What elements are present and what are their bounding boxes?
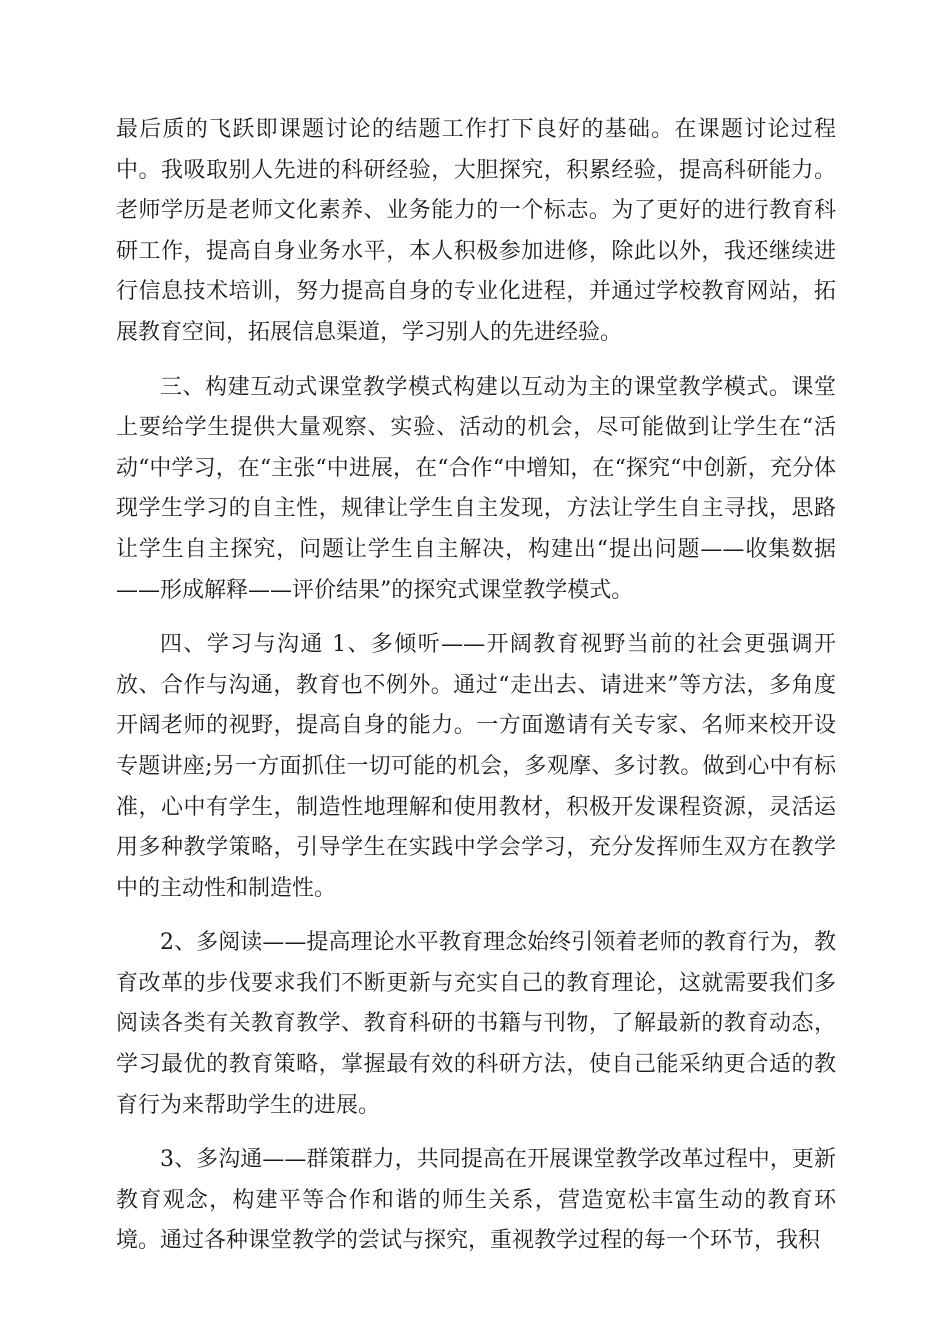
paragraph-gap <box>116 354 836 368</box>
paragraph-more-communication: 3、多沟通——群策群力，共同提高在开展课堂教学改革过程中，更新教育观念，构建平等合作和谐的师生关系，营造宽松丰富生动的教育环境。通过各种课堂教学的尝试与探究，重视教学过程的每一个环节，我积 <box>116 1147 836 1254</box>
paragraph-gap <box>116 1126 836 1140</box>
document-body <box>116 110 836 1262</box>
paragraph-research-continuation: 最后质的飞跃即课题讨论的结题工作打下良好的基础。在课题讨论过程中。我吸取别人先进的科研经验，大胆探究，积累经验，提高科研能力。老师学历是老师文化素养、业务能力的一个标志。为了更好的进行教育科研工作，提高自身业务水平，本人积极参加进修，除此以外，我还继续进行信息技术培训，努力提高自身的专业化进程，并通过学校教育网站，拓展教育空间，拓展信息渠道，学习别人的先进经验。 <box>116 117 836 345</box>
paragraph-more-reading: 2、多阅读——提高理论水平教育理念始终引领着老师的教育行为，教育改革的步伐要求我们不断更新与充实自己的教育理论，这就需要我们多阅读各类有关教育教学、教育科研的书籍与刊物，了解最新的教育动态，学习最优的教育策略，掌握最有效的科研方法，使自己能采纳更合适的教育行为来帮助学生的进展。 <box>116 930 836 1118</box>
paragraph-gap <box>116 611 836 625</box>
paragraph-gap <box>116 909 836 923</box>
paragraph-interactive-classroom: 三、构建互动式课堂教学模式构建以互动为主的课堂教学模式。课堂上要给学生提供大量观察、实验、活动的机会，尽可能做到让学生在“活动“中学习，在“主张“中进展，在“合作“中增知，在“探究“中创新，充分体现学生学习的自主性，规律让学生自主发现，方法让学生自主寻找，思路让学生自主探究，问题让学生自主解决，构建出“提出问题——收集数据——形成解释——评价结果”的探究式课堂教学模式。 <box>116 374 836 603</box>
paragraph-learning-communication: 四、学习与沟通 1、多倾听——开阔教育视野当前的社会更强调开放、合作与沟通，教育也不例外。通过“走出去、请进来”等方法，多角度开阔老师的视野，提高自身的能力。一方面邀请有关专家、名师来校开设专题讲座;另一方面抓住一切可能的机会，多观摩、多讨教。做到心中有标准，心中有学生，制造性地理解和使用教材，积极开发课程资源，灵活运用多种教学策略，引导学生在实践中学会学习，充分发挥师生双方在教学中的主动性和制造性。 <box>116 632 836 901</box>
